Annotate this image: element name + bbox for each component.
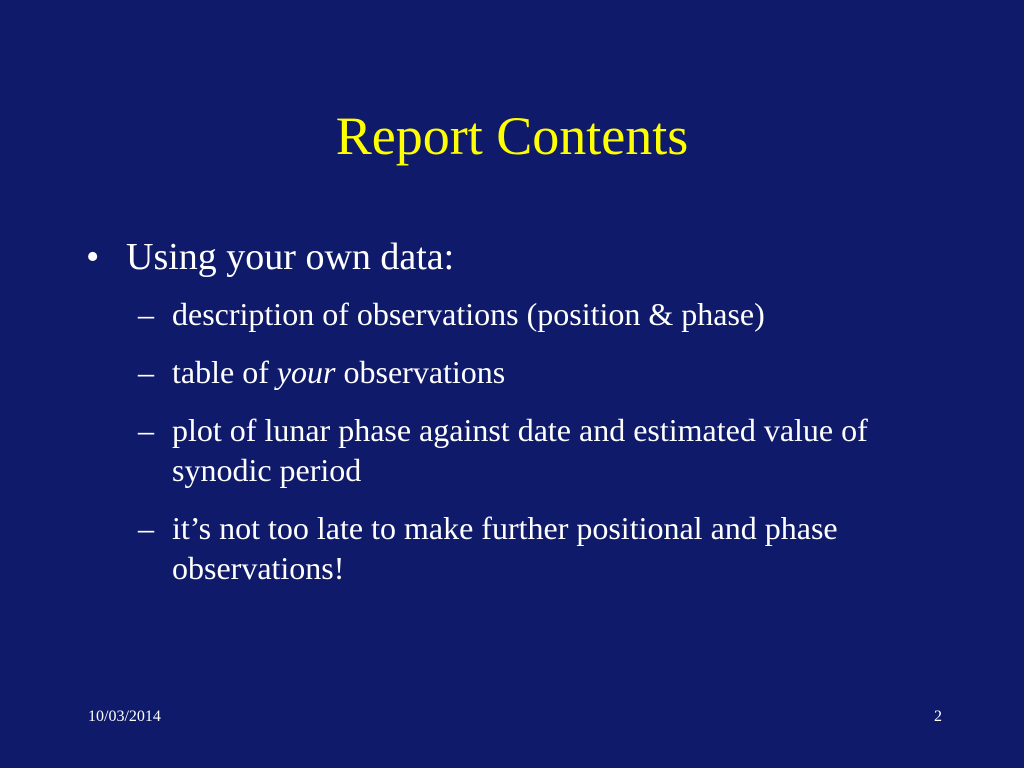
sub-bullet-emphasis: your bbox=[276, 354, 336, 390]
dash-icon: – bbox=[138, 296, 154, 332]
sub-bullet-text-before: table of bbox=[172, 354, 277, 390]
sub-bullet-text bbox=[172, 352, 912, 392]
dash-icon: – bbox=[138, 412, 154, 448]
sub-bullet-list bbox=[138, 294, 946, 588]
slide-title: Report Contents bbox=[335, 106, 689, 166]
sub-bullet-text: description of observations (position & phase) bbox=[172, 296, 765, 332]
sub-bullet-item bbox=[138, 352, 946, 392]
footer-date: 10/03/2014 bbox=[88, 708, 161, 725]
bullet-item bbox=[86, 232, 946, 282]
bullet-text: Using your own data: bbox=[126, 236, 455, 278]
bullet-dot-icon: • bbox=[86, 236, 100, 278]
sub-bullet-item bbox=[138, 410, 946, 490]
sub-bullet-item bbox=[138, 294, 946, 334]
sub-bullet-item bbox=[138, 508, 946, 588]
dash-icon: – bbox=[138, 354, 154, 390]
sub-bullet-text-after: observations bbox=[335, 354, 506, 390]
slide-content bbox=[86, 232, 946, 606]
page-number: 2 bbox=[934, 708, 942, 725]
sub-bullet-text: plot of lunar phase against date and estimated value of synodic period bbox=[172, 412, 868, 488]
dash-icon: – bbox=[138, 510, 154, 546]
sub-bullet-text: it’s not too late to make further positional and phase observations! bbox=[172, 510, 838, 586]
